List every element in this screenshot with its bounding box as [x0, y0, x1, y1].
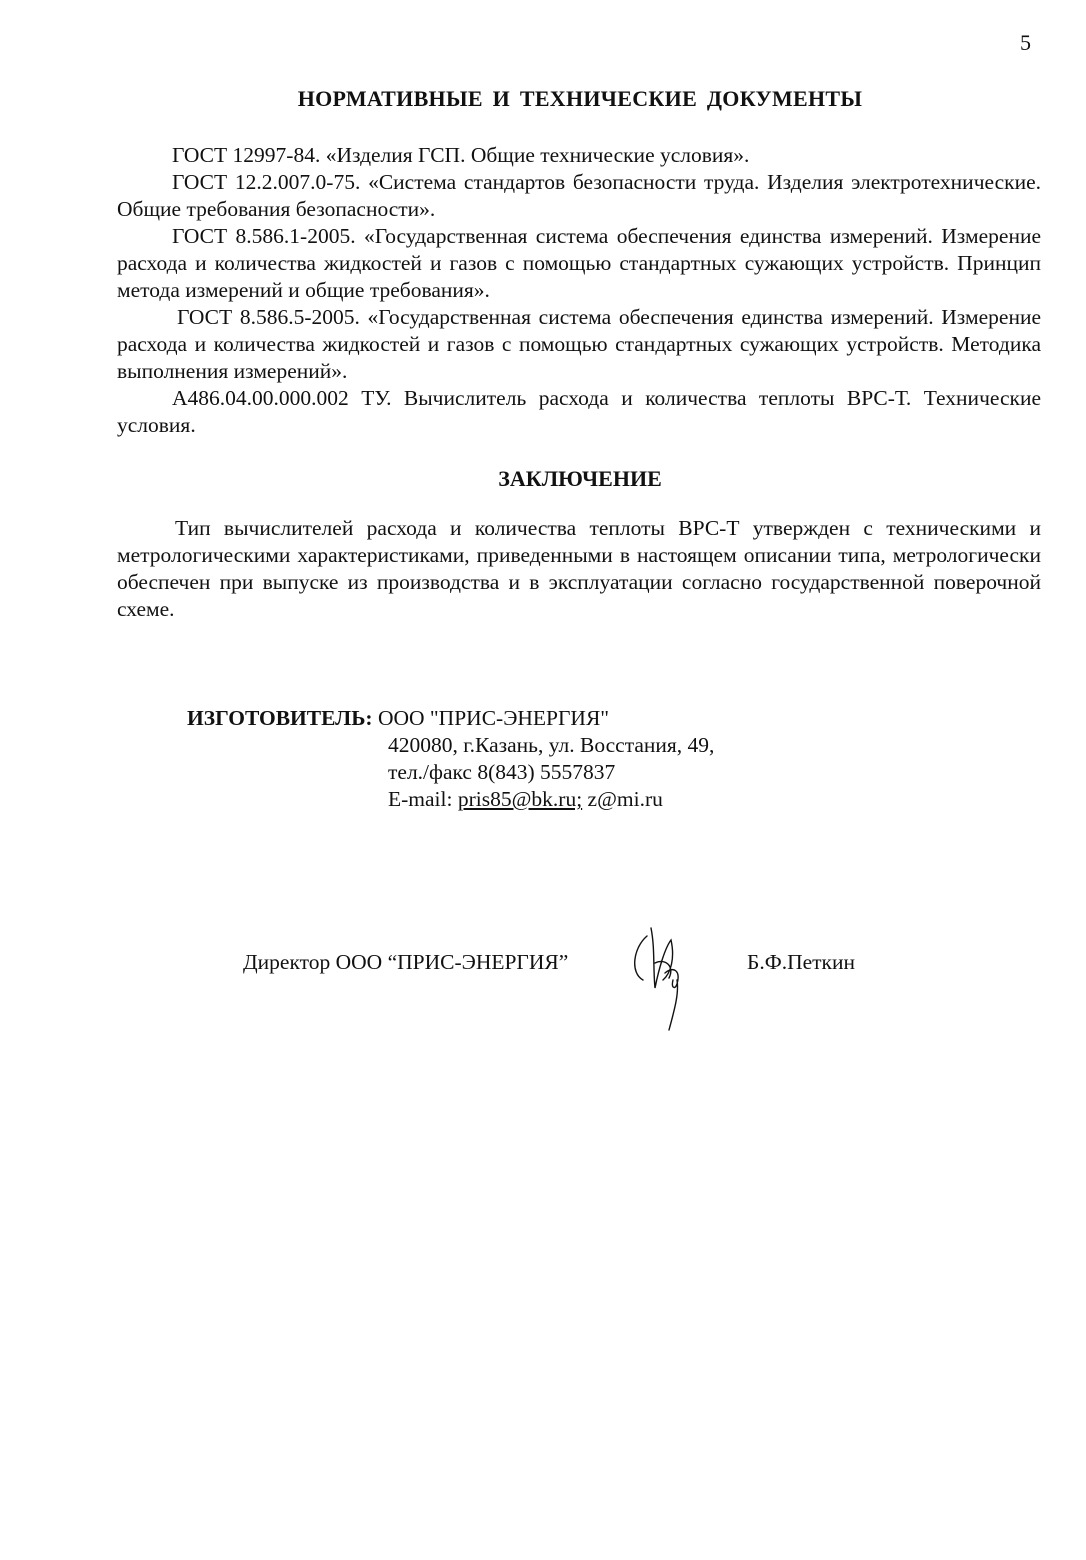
documents-section-title: НОРМАТИВНЫЕ И ТЕХНИЧЕСКИЕ ДОКУМЕНТЫ: [297, 86, 863, 111]
manufacturer-label: ИЗГОТОВИТЕЛЬ:: [187, 706, 373, 730]
email-label: E-mail:: [388, 787, 458, 811]
email-link-2[interactable]: z@mi.ru: [582, 787, 663, 811]
manufacturer-name: ООО "ПРИС-ЭНЕРГИЯ": [377, 706, 610, 730]
conclusion-text: Тип вычислителей расхода и количества теплоты ВРС-Т утвержден с техническими и метрологическими характеристиками, приведенными в настоящем описании типа, метрологически обеспечен при выпуске из производства и в эксплуатации согласно государственной поверочной схеме.: [117, 516, 1041, 621]
document-item: ГОСТ 8.586.5-2005. «Государственная система обеспечения единства измерений. Измерение расхода и количества жидкостей и газов с помощью стандартных сужающих устройств. Методика выполнения измерений».: [117, 305, 1041, 383]
conclusion-body: [117, 515, 1041, 623]
director-position: Директор ООО “ПРИС-ЭНЕРГИЯ”: [243, 950, 569, 974]
documents-list: [117, 142, 1041, 439]
document-item: А486.04.00.000.002 ТУ. Вычислитель расхода и количества теплоты ВРС-Т. Технические условия.: [117, 386, 1041, 437]
manufacturer-phone: тел./факс 8(843) 5557837: [388, 760, 616, 784]
signature-icon: [625, 918, 705, 1038]
manufacturer-contacts: [388, 732, 714, 813]
manufacturer-address: 420080, г.Казань, ул. Восстания, 49,: [388, 733, 715, 757]
page-number: 5: [1020, 30, 1031, 55]
director-name: Б.Ф.Петкин: [747, 950, 856, 974]
conclusion-section-title: ЗАКЛЮЧЕНИЕ: [498, 466, 662, 491]
manufacturer-line: [187, 705, 609, 732]
document-item: ГОСТ 12.2.007.0-75. «Система стандартов безопасности труда. Изделия электротехнические. Общие требования безопасности».: [117, 170, 1041, 221]
manufacturer-email: [388, 786, 714, 813]
document-item: ГОСТ 12997-84. «Изделия ГСП. Общие технические условия».: [172, 143, 750, 167]
email-link-1[interactable]: pris85@bk.ru;: [457, 787, 583, 811]
document-item: ГОСТ 8.586.1-2005. «Государственная система обеспечения единства измерений. Измерение расхода и количества жидкостей и газов с помощью стандартных сужающих устройств. Принцип метода измерений и общие требования».: [117, 224, 1041, 302]
